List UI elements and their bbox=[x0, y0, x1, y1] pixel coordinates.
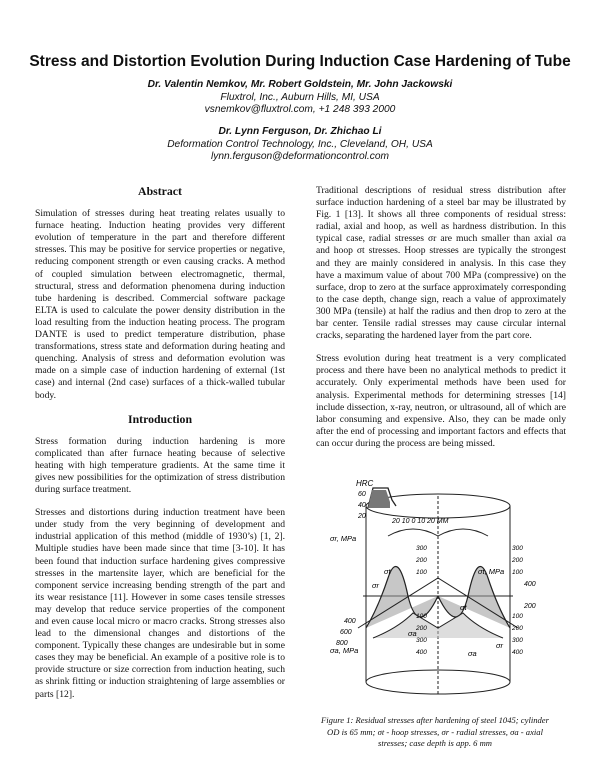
hrc-label: HRC bbox=[356, 479, 374, 488]
author-names-1: Dr. Valentin Nemkov, Mr. Robert Goldstein, Mr. John Jackowski bbox=[147, 79, 453, 90]
sigma-t-left-label: σt bbox=[384, 567, 391, 576]
right-axis-tick-2: 200 bbox=[512, 557, 523, 564]
hrc-60: 60 bbox=[358, 491, 366, 498]
affiliation-1: Fluxtrol, Inc., Auburn Hills, MI, USA bbox=[220, 91, 380, 103]
sigma-a-bottom-label: σa bbox=[468, 649, 477, 658]
contact-2: lynn.ferguson@deformationcontrol.com bbox=[211, 151, 389, 162]
hoop-stress-left bbox=[366, 566, 438, 628]
center-tick-2: 200 bbox=[416, 557, 427, 564]
right-tick-1: 400 bbox=[524, 581, 536, 588]
sigma-r-inner-label: σr bbox=[372, 581, 380, 590]
sigma-r-right-label: σr bbox=[496, 641, 504, 650]
sigma-a-left-label: σa bbox=[408, 629, 417, 638]
abstract-text: Simulation of stresses during heat treating relates usually to furnace heating. Induction heating provides very different evolution of temperature in the part and therefore different stresses. This may be positive for service properties or negative, reducing component strength or even causing cracks. A method of coupled simulation between electromagnetic, thermal, structural, stress and deformation phenomena during induction tube hardening is described. Commercial software package ELTA is used to calculate the power density distribution in the load resulting from the induction heating process. The program DANTE is used to predict temperature distribution, phase transformations, stress state and deformation during heating and quenching. Analysis of stress and deformation evolution was made on a simple case of induction hardening of external (1st case) and internal (2nd case) surfaces of a thick-walled tubular body. bbox=[35, 208, 285, 401]
left-column bbox=[35, 185, 285, 712]
residual-stress-figure bbox=[328, 478, 548, 703]
right-axis-tick-3: 100 bbox=[512, 569, 523, 576]
right-axis-tick-1: 300 bbox=[512, 545, 523, 552]
author-block-2 bbox=[60, 126, 540, 164]
introduction-heading: Introduction bbox=[127, 411, 193, 426]
affiliation-2: Deformation Control Technology, Inc., Cleveland, OH, USA bbox=[167, 138, 433, 150]
right-tick-2: 200 bbox=[524, 603, 536, 610]
contact-1: vsnemkov@fluxtrol.com, +1 248 393 2000 bbox=[204, 104, 396, 115]
author-names-2: Dr. Lynn Ferguson, Dr. Zhichao Li bbox=[218, 126, 382, 137]
sigma-t-top-label: σt, MPa bbox=[478, 567, 505, 576]
center-tick-1: 300 bbox=[416, 545, 427, 552]
center-tick-3: 100 bbox=[416, 569, 427, 576]
mm-axis-label: 20 10 0 10 20 MM bbox=[392, 518, 449, 525]
intro-paragraph-2: Stresses and distortions during induction treatment have been under study from the very beginning of development and industrial application of this method (middle of 1930’s) [1, 2]. Multiple studies have been made since that time [3-10]. It has been found that induction surface hardening gives compressive stresses in the martensite layer, which are beneficial for the component service increasing bending strength of the part and its wear resistance [11]. However in some cases tensile stresses may develop that reduce service properties of the component and even cause local micro or macro cracks. Strong stresses also lead to the dimensional changes and distortions of the component. Typically these changes are undesirable but in some cases they may be beneficial. An example of a positive role is to provide structure or size correction from induction heating, such as shrink fitting or induction straightening of large assemblies or parts [12]. bbox=[35, 507, 285, 700]
center-tick-6: 300 bbox=[416, 637, 427, 644]
sigma-r-label: σr, MPa bbox=[330, 534, 357, 543]
right-axis-tick-4: 100 bbox=[512, 613, 523, 620]
author-block-1 bbox=[60, 79, 540, 117]
left-tick-1: 400 bbox=[344, 618, 356, 625]
center-tick-7: 400 bbox=[416, 649, 427, 656]
left-tick-3: 800 bbox=[336, 640, 348, 647]
left-tick-2: 600 bbox=[340, 629, 352, 636]
center-tick-4: 100 bbox=[416, 613, 427, 620]
right-axis-tick-7: 400 bbox=[512, 649, 523, 656]
center-tick-5: 200 bbox=[416, 625, 427, 632]
intro-paragraph-1: Stress formation during induction hardening is more complicated than after furnace heating because of selective heating with high temperature gradients. At the same time it gives new possibilities for the optimization of stress distribution during surface treatment. bbox=[35, 435, 285, 496]
figure-caption: Figure 1: Residual stresses after hardening of steel 1045; cylinder OD is 65 mm; σt - hoop stresses, σr - radial stresses, σa - axial stresses; case depth is app. 6 mm bbox=[321, 715, 549, 748]
right-paragraph-2: Stress evolution during heat treatment is a very complicated process and there have been no analytical methods to predict it accurately. Only experimental methods have been used for analysis. Experimental methods for determining stresses [14] include dissection, x-ray, neutron, or ultrasound, all of which are labor consuming and expensive. Also, they can be made only after the end of processing and important factors and effects that can occur during the process are being missed. bbox=[316, 353, 566, 449]
hrc-20: 20 bbox=[358, 513, 366, 520]
hrc-40: 40 bbox=[358, 502, 366, 509]
right-axis-tick-5: 200 bbox=[512, 625, 523, 632]
right-paragraph-1: Traditional descriptions of residual stress distribution after surface induction hardening of a steel bar may be illustrated by Fig. 1 [13]. It shows all three components of residual stress: radial, axial and hoop, as well as hardness distribution. In this typical case, radial stresses σr are much smaller than axial σa and hoop σt stresses. Hoop stresses are typically the strongest and they are mainly considered in analysis. In this case they have a maximum value of about 700 MPa (compressive) on the surface, drop to zero at the surface approximately corresponding to the case depth, change sign, reach a value of approximately 300 MPa (tensile) at half the radius and then drop to zero at the bar center. Tensile radial stresses may cause circular internal cracks, separating the hardened layer from the part core. bbox=[316, 185, 566, 342]
sigma-a-bl-label: σa, MPa bbox=[330, 646, 359, 655]
paper-title: Stress and Distortion Evolution During Induction Case Hardening of Tube bbox=[29, 53, 571, 70]
right-axis-tick-6: 300 bbox=[512, 637, 523, 644]
sigma-t-right-label: σt bbox=[460, 603, 467, 612]
abstract-heading: Abstract bbox=[138, 184, 182, 198]
right-column bbox=[316, 185, 566, 461]
